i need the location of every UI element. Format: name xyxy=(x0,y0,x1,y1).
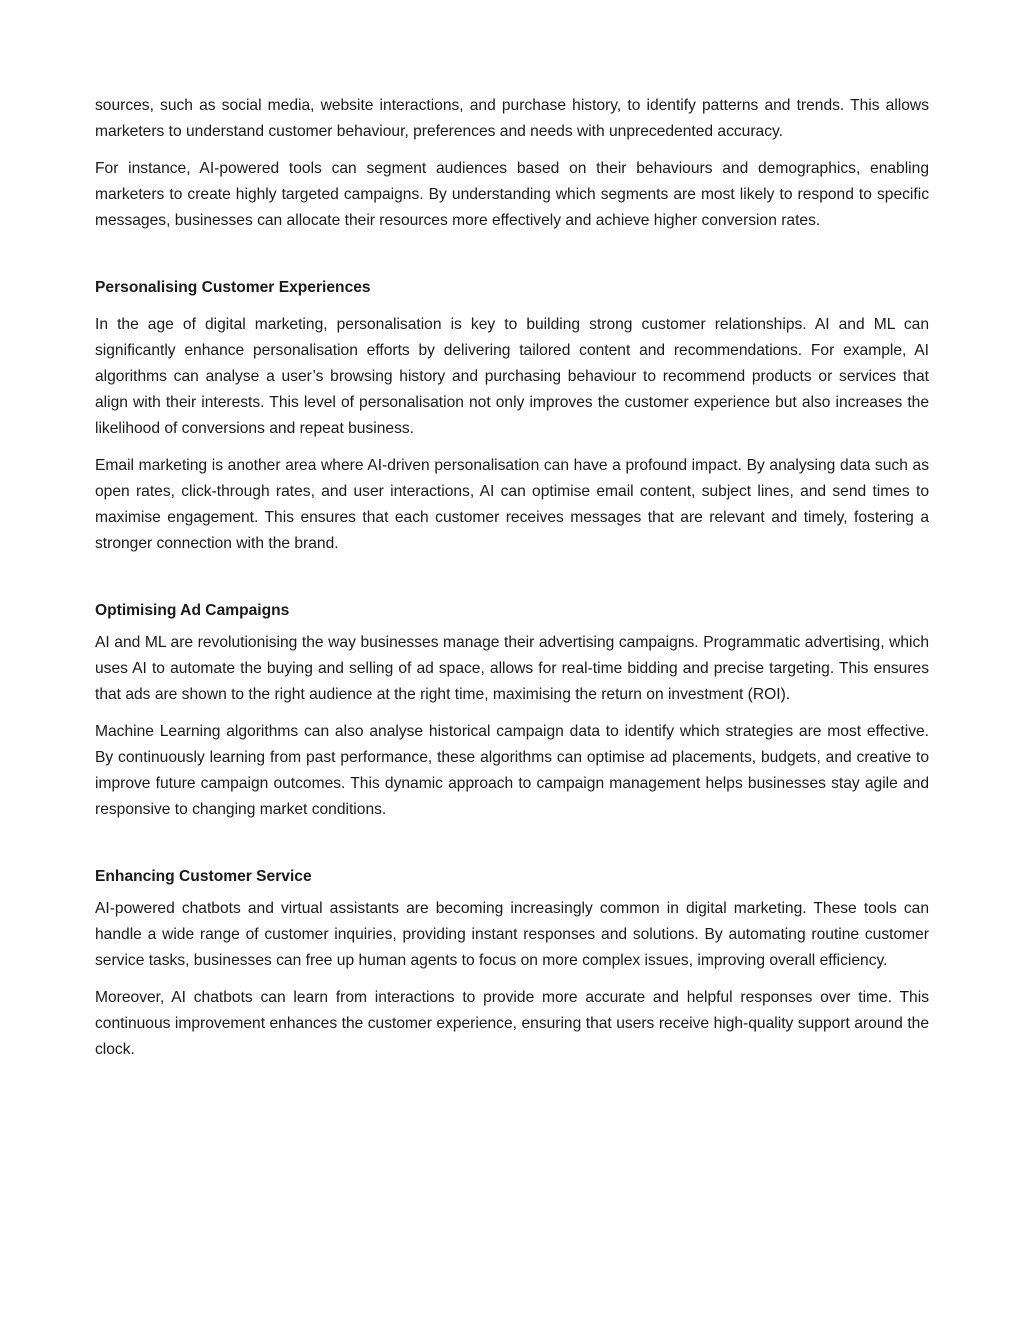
section-personalising xyxy=(95,275,929,557)
section-heading: Optimising Ad Campaigns xyxy=(95,602,290,619)
section-paragraph: AI and ML are revolutionising the way businesses manage their advertising campaigns. Programmatic advertising, which uses AI to automate the buying and selling of ad space, allows for real-time bidding and precise targeting. This ensures that ads are shown to the right audience at the right time, maximising the return on investment (ROI). xyxy=(95,634,929,703)
section-paragraph: Machine Learning algorithms can also analyse historical campaign data to identify which strategies are most effective. By continuously learning from past performance, these algorithms can optimise ad placements, budgets, and creative to improve future campaign outcomes. This dynamic approach to campaign management helps businesses stay agile and responsive to changing market conditions. xyxy=(95,723,929,818)
section-paragraph: In the age of digital marketing, personalisation is key to building strong customer relationships. AI and ML can significantly enhance personalisation efforts by delivering tailored content and recommendations. For example, AI algorithms can analyse a user’s browsing history and purchasing behaviour to recommend products or services that align with their interests. This level of personalisation not only improves the customer experience but also increases the likelihood of conversions and repeat business. xyxy=(95,316,929,437)
document-page xyxy=(95,93,929,1074)
section-paragraph: AI-powered chatbots and virtual assistants are becoming increasingly common in digital marketing. These tools can handle a wide range of customer inquiries, providing instant responses and solutions. By automating routine customer service tasks, businesses can free up human agents to focus on more complex issues, improving overall efficiency. xyxy=(95,900,929,969)
section-paragraph: Moreover, AI chatbots can learn from interactions to provide more accurate and helpful responses over time. This continuous improvement enhances the customer experience, ensuring that users receive high-quality support around the clock. xyxy=(95,989,929,1058)
intro-paragraph-2: For instance, AI-powered tools can segment audiences based on their behaviours and demographics, enabling marketers to create highly targeted campaigns. By understanding which segments are most likely to respond to specific messages, businesses can allocate their resources more effectively and achieve higher conversion rates. xyxy=(95,160,929,229)
section-heading: Personalising Customer Experiences xyxy=(95,279,371,296)
section-customer-service xyxy=(95,864,929,1063)
section-ad-campaigns xyxy=(95,598,929,823)
section-heading: Enhancing Customer Service xyxy=(95,868,312,885)
intro-paragraph-1: sources, such as social media, website interactions, and purchase history, to identify patterns and trends. This allows marketers to understand customer behaviour, preferences and needs with unprecedented accuracy. xyxy=(95,97,929,140)
section-paragraph: Email marketing is another area where AI-driven personalisation can have a profound impact. By analysing data such as open rates, click-through rates, and user interactions, AI can optimise email content, subject lines, and send times to maximise engagement. This ensures that each customer receives messages that are relevant and timely, fostering a stronger connection with the brand. xyxy=(95,457,929,552)
